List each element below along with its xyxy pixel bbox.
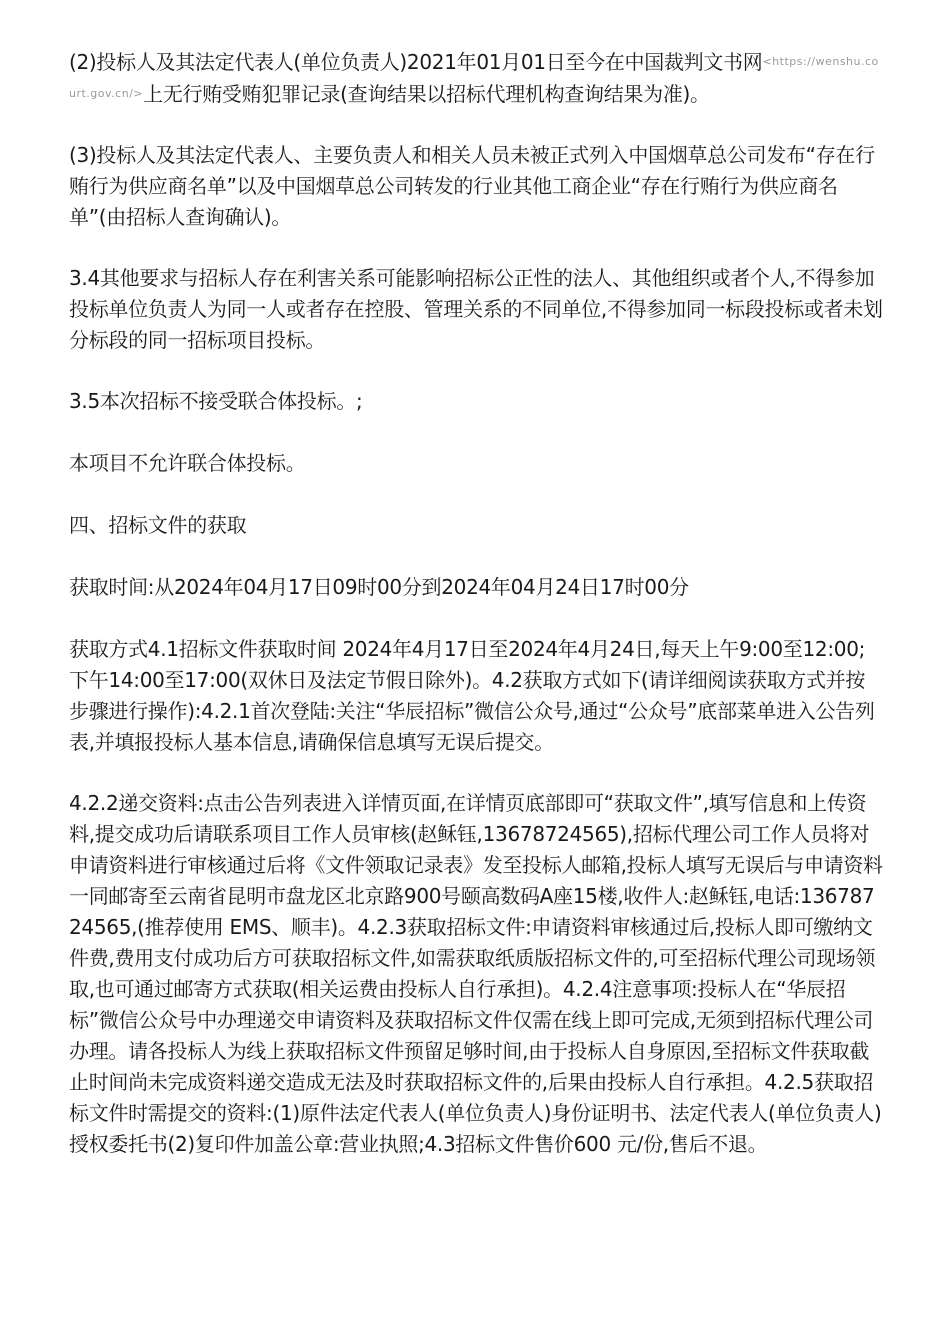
section-4-heading: 四、招标文件的获取 (69, 513, 247, 537)
paragraph-3-4-other-requirements: 3.4其他要求与招标人存在利害关系可能影响招标公正性的法人、其他组织或者个人,不得参加投标单位负责人为同一人或者存在控股、管理关系的不同单位,不得参加同一标段投标或者未划分标段的同一招标项目投标。 (69, 266, 883, 352)
paragraph-3-5-no-consortium: 3.5本次招标不接受联合体投标。; (69, 389, 363, 413)
paragraph-4-2-2-submission: 4.2.2递交资料:点击公告列表进入详情页面,在详情页底部即可“获取文件”,填写信息和上传资料,提交成功后请联系项目工作人员审核(赵稣钰,13678724565),招标代理公司工作人员将对申请资料进行审核通过后将《文件领取记录表》发至投标人邮箱,投标人填写无误后与申请资料一同邮寄至云南省昆明市盘龙区北京路900号颐高数码A座15楼,收件人:赵稣钰,电话:13678724565,(推荐使用 EMS、顺丰)。4.2.3获取招标文件:申请资料审核通过后,投标人即可缴纳文件费,费用支付成功后方可获取招标文件,如需获取纸质版招标文件的,可至招标代理公司现场领取,也可通过邮寄方式获取(相关运费由投标人自行承担)。4.2.4注意事项:投标人在“华辰招标”微信公众号中办理递交申请资料及获取招标文件仅需在线上即可完成,无须到招标代理公司办理。请各投标人为线上获取招标文件预留足够时间,由于投标人自身原因,至招标文件获取截止时间尚未完成资料递交造成无法及时获取招标文件的,后果由投标人自行承担。4.2.5获取招标文件时需提交的资料:(1)原件法定代表人(单位负责人)身份证明书、法定代表人(单位负责人)授权委托书(2)复印件加盖公章:营业执照;4.3招标文件售价600 元/份,售后不退。 (69, 791, 883, 1156)
acquisition-method: 获取方式4.1招标文件获取时间 2024年4月17日至2024年4月24日,每天上午9:00至12:00;下午14:00至17:00(双休日及法定节假日除外)。4.2获取方式如下(请详细阅读获取方式并按步骤进行操作):4.2.1首次登陆:关注“华辰招标”微信公众号,通过“公众号”底部菜单进入公告列表,并填报投标人基本信息,请确保信息填写无误后提交。 (69, 637, 875, 754)
document-body (69, 46, 883, 1190)
paragraph-3-supplier-blacklist: (3)投标人及其法定代表人、主要负责人和相关人员未被正式列入中国烟草总公司发布“存在行贿行为供应商名单”以及中国烟草总公司转发的行业其他工商企业“存在行贿行为供应商名单”(由招标人查询确认)。 (69, 143, 875, 229)
court-website-link[interactable]: <https://wenshu.court.gov.cn/> (69, 55, 879, 100)
paragraph-2-text-b: 上无行贿受贿犯罪记录(查询结果以招标代理机构查询结果为准)。 (143, 82, 710, 106)
acquisition-time: 获取时间:从2024年04月17日09时00分到2024年04月24日17时00分 (69, 575, 689, 599)
paragraph-no-consortium-note: 本项目不允许联合体投标。 (69, 451, 306, 475)
paragraph-2-no-bribery-record (69, 46, 883, 110)
paragraph-2-text-a: (2)投标人及其法定代表人(单位负责人)2021年01月01日至今在中国裁判文书网 (69, 50, 763, 74)
